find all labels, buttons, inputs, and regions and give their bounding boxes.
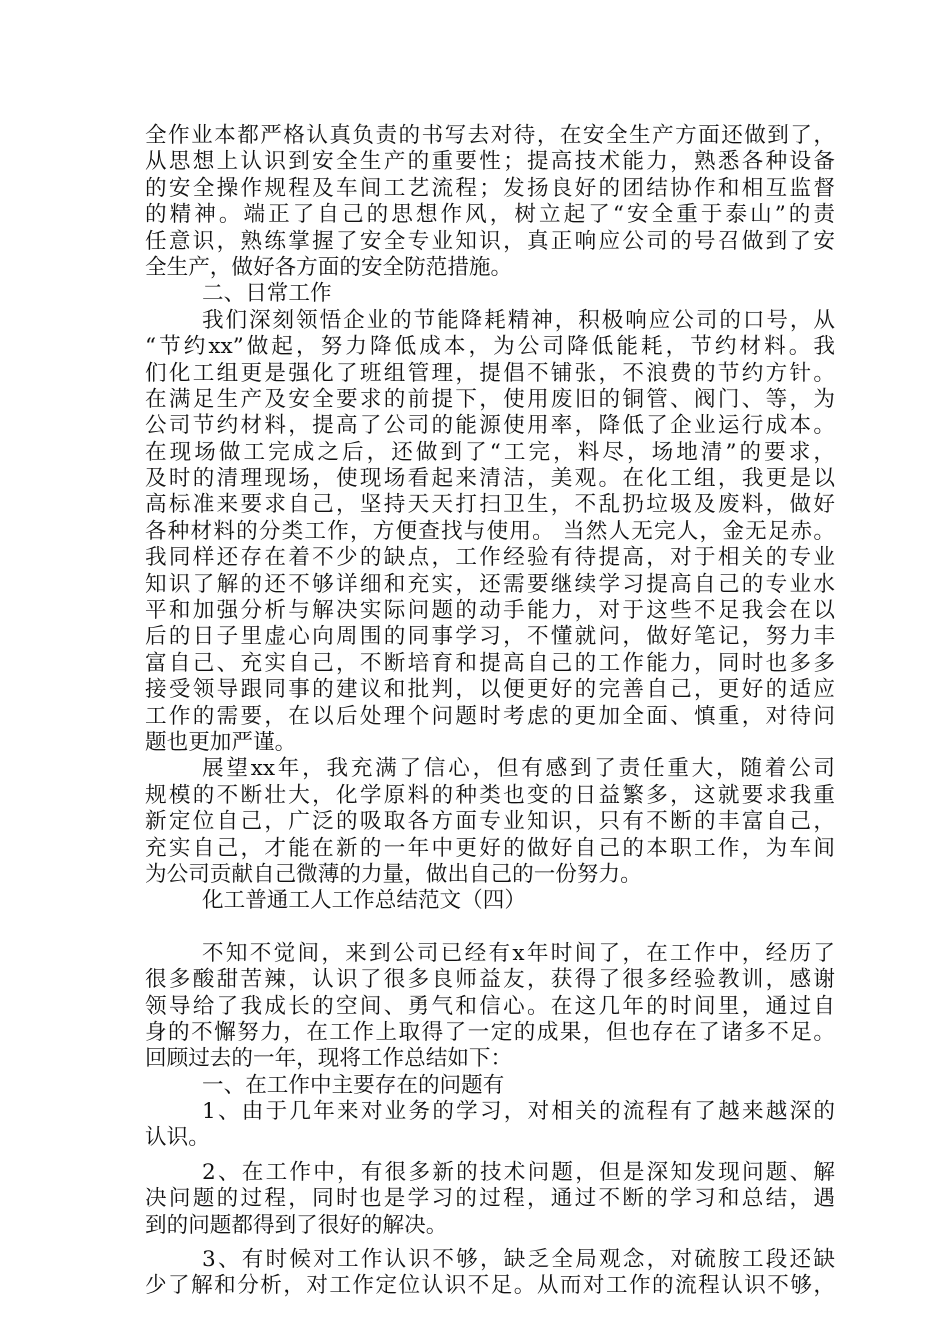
text-line: 的安全操作规程及车间工艺流程；发扬良好的团结协作和相互监督 [145, 175, 835, 201]
paragraph-spacing [145, 1152, 835, 1160]
paragraph [145, 1099, 835, 1152]
text-line: 公司节约材料，提高了公司的能源使用率，降低了企业运行成本。 [145, 413, 835, 439]
text-line: 任意识，熟练掌握了安全专业知识，真正响应公司的号召做到了安 [145, 228, 835, 254]
text-line: 回顾过去的一年，现将工作总结如下： [145, 1046, 513, 1072]
paragraph [145, 1160, 835, 1239]
text-line: 1、由于几年来对业务的学习，对相关的流程有了越来越深的 [202, 1099, 835, 1125]
text-line: 在现场做工完成之后，还做到了“工完，料尽，场地清”的要求， [145, 439, 835, 465]
paragraph [145, 123, 835, 281]
text-line: 富自己、充实自己，不断培育和提高自己的工作能力，同时也多多 [145, 650, 835, 676]
paragraph-spacing [145, 1239, 835, 1247]
text-line: 高标准来要求自己，坚持天天打扫卫生，不乱扔垃圾及废料，做好 [145, 492, 835, 518]
text-line: 在满足生产及安全要求的前提下，使用废旧的铜管、阀门、等，为 [145, 386, 835, 412]
text-line: 充实自己，才能在新的一年中更好的做好自己的本职工作，为车间 [145, 835, 835, 861]
text-line: 身的不懈努力，在工作上取得了一定的成果，但也存在了诸多不足。 [145, 1019, 835, 1045]
text-line: 很多酸甜苦辣，认识了很多良师益友，获得了很多经验教训，感谢 [145, 967, 835, 993]
text-line: 到的问题都得到了很好的解决。 [145, 1212, 448, 1238]
text-line: 全作业本都严格认真负责的书写去对待，在安全生产方面还做到了， [145, 123, 835, 148]
text-line: 各种材料的分类工作，方便查找与使用。 当然人无完人，金无足赤。 [145, 518, 835, 544]
text-line: 少了解和分析，对工作定位认识不足。从而对工作的流程认识不够， [145, 1273, 835, 1299]
text-line: 规模的不断壮大，化学原料的种类也变的日益繁多，这就要求我重 [145, 782, 835, 808]
text-line: 为公司贡献自己微薄的力量，做出自己的一份努力。 [145, 861, 642, 887]
section-heading: 一、在工作中主要存在的问题有 [202, 1072, 505, 1098]
text-line: 2、在工作中，有很多新的技术问题，但是深知发现问题、解 [202, 1159, 835, 1185]
text-line: 展望xx年，我充满了信心，但有感到了责任重大，随着公司 [202, 756, 835, 782]
text-line: 平和加强分析与解决实际问题的动手能力，对于这些不足我会在以 [145, 598, 835, 624]
text-line: 题也更加严谨。 [145, 729, 297, 755]
text-line: “节约xx”做起，努力降低成本，为公司降低能耗，节约材料。我 [145, 334, 835, 360]
text-line: 全生产，做好各方面的安全防范措施。 [145, 254, 513, 280]
text-line: 领导给了我成长的空间、勇气和信心。在这几年的时间里，通过自 [145, 993, 835, 1019]
text-line: 工作的需要，在以后处理个问题时考虑的更加全面、慎重，对待问 [145, 703, 835, 729]
paragraph [145, 308, 835, 757]
section-heading: 二、日常工作 [202, 281, 332, 307]
text-line: 3、有时候对工作认识不够，缺乏全局观念，对硫胺工段还缺 [202, 1247, 835, 1273]
text-line: 新定位自己，广泛的吸取各方面专业知识，只有不断的丰富自己， [145, 809, 835, 835]
text-line: 知识了解的还不够详细和充实，还需要继续学习提高自己的专业水 [145, 571, 835, 597]
text-line: 从思想上认识到安全生产的重要性；提高技术能力，熟悉各种设备 [145, 149, 835, 175]
document-page [145, 123, 835, 1300]
blank-line [145, 915, 835, 941]
text-line: 的精神。端正了自己的思想作风，树立起了“安全重于泰山”的责 [145, 202, 835, 228]
text-line: 认识。 [145, 1125, 210, 1151]
section-heading: 化工普通工人工作总结范文（四） [202, 888, 526, 914]
text-line: 后的日子里虚心向周围的同事学习，不懂就问，做好笔记，努力丰 [145, 624, 835, 650]
paragraph [145, 1247, 835, 1300]
paragraph [145, 756, 835, 888]
text-line: 们化工组更是强化了班组管理，提倡不铺张，不浪费的节约方针。 [145, 360, 835, 386]
text-line: 及时的清理现场，使现场看起来清洁，美观。在化工组，我更是以 [145, 466, 835, 492]
text-line: 接受领导跟同事的建议和批判，以便更好的完善自己，更好的适应 [145, 677, 835, 703]
paragraph [145, 941, 835, 1073]
text-line: 决问题的过程，同时也是学习的过程，通过不断的学习和总结，遇 [145, 1186, 835, 1212]
text-line: 不知不觉间，来到公司已经有x年时间了，在工作中，经历了 [202, 940, 835, 966]
text-line: 我同样还存在着不少的缺点，工作经验有待提高，对于相关的专业 [145, 545, 835, 571]
text-line: 我们深刻领悟企业的节能降耗精神，积极响应公司的口号，从 [202, 307, 835, 333]
